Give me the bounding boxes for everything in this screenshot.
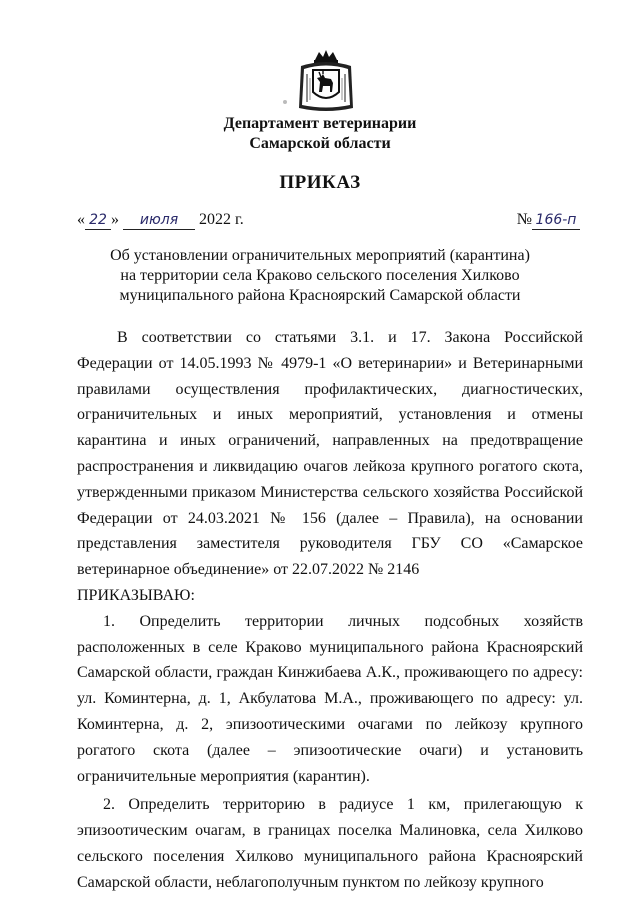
order-subject (0, 246, 640, 306)
subject-line2: на территории села Краково сельского поселения Хилково (120, 267, 520, 284)
date-day: 22 (89, 212, 107, 228)
number-value: 166-п (535, 212, 577, 228)
subject-line3: муниципального района Красноярский Самарской области (119, 287, 521, 304)
order-keyword: ПРИКАЗЫВАЮ: (77, 586, 195, 604)
subject-line1: Об установлении ограничительных мероприятий (карантина) (110, 247, 530, 264)
date-month-field (123, 211, 195, 230)
number-label: № (516, 211, 532, 228)
date-open-quote: « (77, 211, 85, 228)
date-month: июля (139, 212, 179, 228)
order-item-1: 1. Определить территории личных подсобных хозяйств расположенных в селе Краково муниципального района Красноярский Самарской области, граждан Кинжибаева А.К., проживающего по адресу: ул. Коминтерна, д. 1, Акбулатова М.А., проживающего по адресу: ул. Коминтерна, д. 2, эпизоотическими очагами по лейкозу крупного рогатого скота (далее – эпизоотические очаги) и установить ограничительные мероприятия (карантин). (77, 612, 583, 785)
department-line1: Департамент ветеринарии (223, 115, 417, 132)
department-line2: Самарской области (249, 135, 391, 152)
order-item-2: 2. Определить территорию в радиусе 1 км, прилегающую к эпизоотическим очагам, в границах поселка Малиновка, села Хилково сельского поселения Хилково муниципального района Красноярский Самарской области, неблагополучным пунктом по лейкозу крупного (77, 796, 583, 891)
order-number (517, 210, 580, 230)
department-name (0, 114, 640, 154)
order-date (77, 210, 244, 230)
preamble-paragraph: В соответствии со статьями 3.1. и 17. Закона Российской Федерации от 14.05.1993 № 4979-1 «О ветеринарии» и Ветеринарными правилами осуществления профилактических, диагностических, ограничительных и иных мероприятий, установления и отмены карантина и иных ограничений, направленных на предотвращение распространения и ликвидацию очагов лейкоза крупного рогатого скота, утвержденными приказом Министерства сельского хозяйства Российской Федерации от 24.03.2021 № 156 (далее – Правила), на основании представления заместителя руководителя ГБУ СО «Самарское ветеринарное объединение» от 22.07.2022 № 2146 (77, 329, 583, 579)
samara-coat-of-arms-icon (295, 48, 357, 114)
order-body (77, 325, 583, 896)
document-title: ПРИКАЗ (279, 172, 361, 193)
scan-dot (283, 100, 287, 104)
date-close-quote: » (111, 211, 119, 228)
date-day-field (85, 211, 111, 230)
date-year: 2022 г. (199, 211, 244, 228)
number-field (532, 211, 580, 230)
